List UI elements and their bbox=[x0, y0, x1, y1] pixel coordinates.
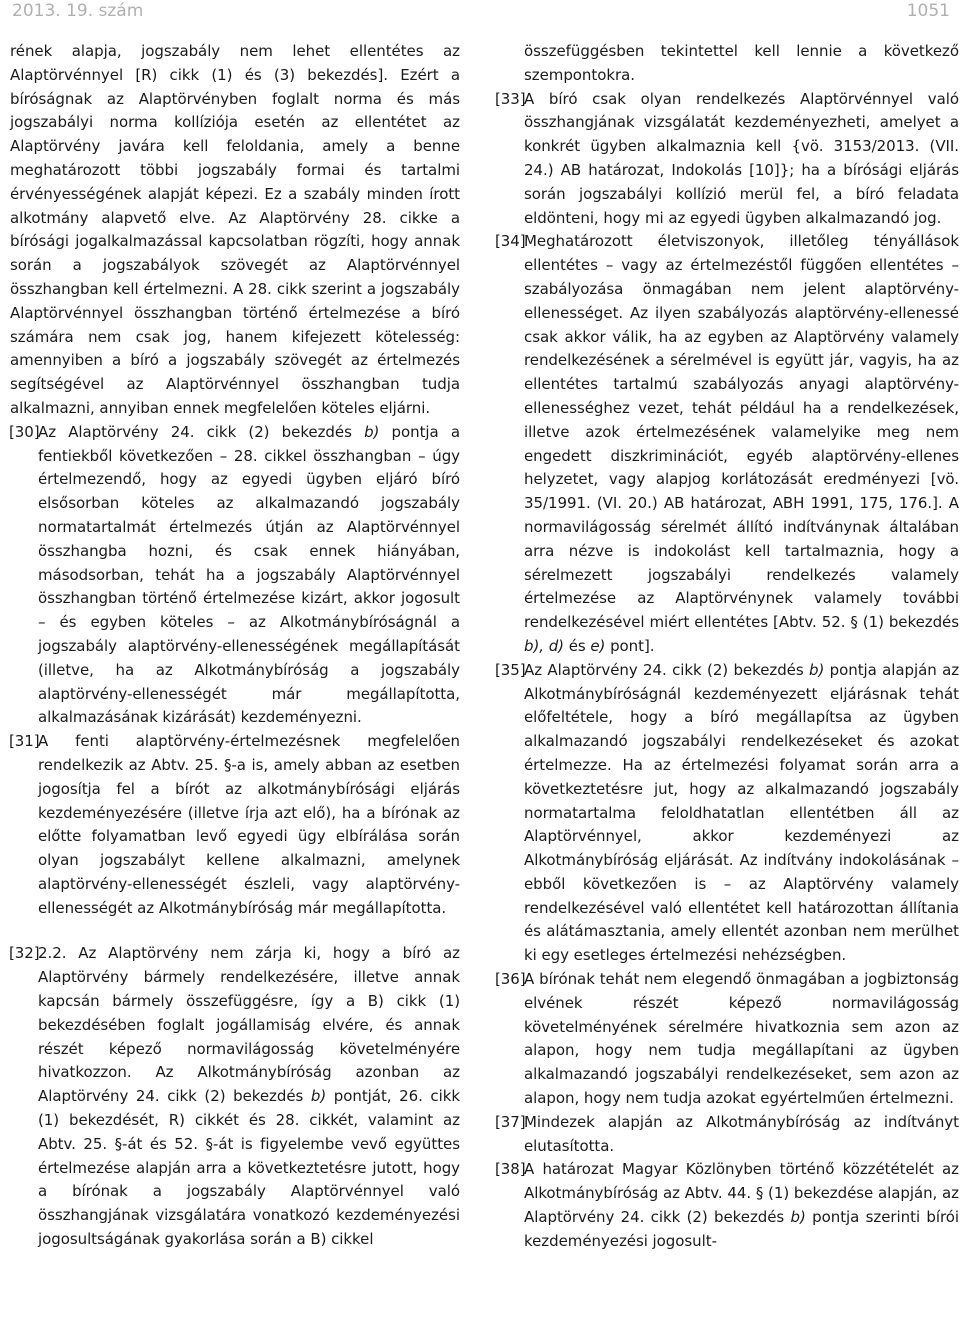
paragraph-text: pontja alapján az Alkotmánybíróságnál kezdeményezett eljárásnak tehát előfeltétele, hogy a bíró megállapítsa az ügyben alkalmazandó jogszabályi rendelkezéseket és azokat értelmezze. Ha az értelmezési folyamat során arra a következtetésre jut, hogy az alkalmazandó jogszabály normatartalma feloldhatatlan ellentétben áll az Alaptörvénnyel, akkor kezdeményezi az Alkotmánybíróság eljárását. Az indítvány indokolásának – ebből következően is – az Alaptörvény valamely rendelkezésével való ellentétet kell határozottan állítania és alátámasztania, amely ellentét azonban nem merülhet ki egy esetleges értelmezési nehézségben. bbox=[524, 660, 960, 965]
paragraph-italic: e) bbox=[590, 636, 606, 655]
page-number: 1051 bbox=[906, 1, 950, 21]
spacer bbox=[10, 920, 460, 942]
paragraph-text: A bíró csak olyan rendelkezés Alaptörvénnyel való összhangjának vizsgálatát kezdeményezheti, amelyet a konkrét ügyben alkalmaznia kell {vö. 3153/2013. (VII. 24.) AB határozat, Indokolás [10]}; ha a bírósági eljárás során jogszabályi kollízió merül fel, a bíró feladata eldönteni, hogy mi az egyedi ügyben alkalmazandó jog. bbox=[524, 89, 959, 227]
paragraph-32-continuation bbox=[496, 40, 959, 88]
paragraph-text: és bbox=[568, 636, 586, 655]
paragraph-31 bbox=[10, 730, 460, 920]
paragraph-italic: b), d) bbox=[524, 636, 564, 655]
paragraph-number: [31] bbox=[9, 732, 40, 751]
paragraph-35 bbox=[496, 659, 959, 968]
paragraph-34 bbox=[496, 230, 959, 658]
paragraph-text: 2.2. Az Alaptörvény nem zárja ki, hogy a bíró az Alaptörvény bármely rendelkezésére, illetve annak kapcsán bármely összefüggésre, így a B) cikk (1) bekezdésében foglalt jogállamiság elvére, és annak részét képező normavilágosság követelményére hivatkozzon. Az Alkotmánybíróság azonban az Alaptörvény 24. cikk (2) bekezdés bbox=[38, 944, 460, 1106]
paragraph-text: pontját, 26. cikk (1) bekezdését, R) cikkét és 28. cikkét, valamint az Abtv. 25. §-át és 52. §-át is figyelembe vevő együttes értelmezése alapján arra a következtetésre jutott, hogy a bírónak a jogszabály Alaptörvénnyel való összhangjának vizsgálatára vonatkozó kezdeményezési jogosultságának gyakorlása során a B) cikkel bbox=[38, 1087, 460, 1249]
paragraph-text: pontja szerinti bírói kezdeményezési jogosult- bbox=[524, 1208, 960, 1250]
left-column bbox=[10, 40, 460, 1252]
paragraph-29-continuation bbox=[10, 40, 460, 421]
paragraph-text: pontja a fentiekből következően – 28. cikkel összhangban – úgy értelmezendő, hogy az egyedi ügyben eljáró bíró elsősorban köteles az alkalmazandó jogszabály normatartalmát értelmezés útján az Alaptörvénnyel összhangba hozni, és csak ennek hiányában, másodsorban, tehát ha a jogszabály Alaptörvénnyel összhangban történő értelmezése kizárt, akkor jogosult – és egyben köteles – az Alkotmánybíróságnál a jogszabály alaptörvény-ellenességének megállapítását (illetve, ha az Alkotmánybíróság a jogszabály alaptörvény-ellenességét már megállapította, alkalmazásának kizárását) kezdeményezni. bbox=[38, 422, 461, 727]
paragraph-30 bbox=[10, 421, 460, 730]
paragraph-text: összefüggésben tekintettel kell lennie a következő szempontokra. bbox=[524, 42, 959, 84]
paragraph-32 bbox=[10, 942, 460, 1251]
paragraph-italic: b) bbox=[364, 422, 380, 441]
paragraph-number: [37] bbox=[495, 1112, 526, 1131]
issue-number: 2013. 19. szám bbox=[12, 1, 144, 21]
paragraph-text: pont]. bbox=[610, 636, 655, 655]
paragraph-number: [38] bbox=[495, 1160, 526, 1179]
paragraph-number: [35] bbox=[495, 660, 526, 679]
paragraph-text: Az Alaptörvény 24. cikk (2) bekezdés bbox=[524, 660, 804, 679]
paragraph-text: A fenti alaptörvény-értelmezésnek megfelelően rendelkezik az Abtv. 25. §-a is, amely abban az esetben jogosítja fel a bírót az alkotmánybírósági eljárás kezdeményezésére (illetve írja azt elő), ha a bírónak az előtte folyamatban levő egyedi ügy elbírálása során olyan jogszabályt kellene alkalmazni, amelynek alaptörvény-ellenességét észleli, vagy alaptörvény-ellenességét az Alkotmánybíróság már megállapította. bbox=[38, 732, 460, 917]
paragraph-text: A bírónak tehát nem elegendő önmagában a jogbiztonság elvének részét képező normavilágosság követelményének sérelmére hivatkoznia sem azon az alapon, hogy nem tudja megállapítani az ügyben alkalmazandó jogszabályi rendelkezéseket, sem azon az alapon, hogy nem tudja azokat egyértelműen értelmezni. bbox=[524, 970, 959, 1108]
paragraph-number: [30] bbox=[9, 422, 40, 441]
paragraph-text: A határozat Magyar Közlönyben történő közzétételét az Alkotmánybíróság az Abtv. 44. § (1) bekezdése alapján, az Alaptörvény 24. cikk (2) bekezdés bbox=[524, 1160, 959, 1227]
paragraph-text: Meghatározott életviszonyok, illetőleg tényállások ellentétes – vagy az értelmezéstől függően ellentétes – szabályozása önmagában nem jelent alaptörvény-ellenességet. Az ilyen szabályozás alaptörvény-ellenessé csak akkor válik, ha az egyben az Alaptörvény valamely rendelkezésének a sérelmével is együtt jár, vagyis, ha az ellentétes tartalmú szabályozás anyagi alaptörvény-ellenességhez vezet, tehát például ha a rendelkezések, illetve azok értelmezésének valamelyike meg nem engedett diszkriminációt, egyéb alaptörvény-ellenes helyzetet, vagy alapjog korlátozását eredményezi [vö. 35/1991. (VI. 20.) AB határozat, ABH 1991, 175, 176.]. A normavilágosság sérelmét állító indítványnak általában arra nézve is indokolást kell tartalmaznia, hogy a sérelmezett jogszabályi rendelkezés valamely értelmezése az Alaptörvénynek valamely további rendelkezésével miért ellentétes [Abtv. 52. § (1) bekezdés bbox=[524, 232, 959, 632]
page-header bbox=[0, 0, 960, 24]
paragraph-36 bbox=[496, 968, 959, 1111]
paragraph-number: [33] bbox=[495, 89, 526, 108]
paragraph-text: rének alapja, jogszabály nem lehet ellentétes az Alaptörvénnyel [R) cikk (1) és (3) bekezdés]. Ezért a bíróságnak az Alaptörvényben foglalt norma és más jogszabályi norma kollíziója esetén az ellentétet az Alaptörvény javára kell feloldania, amely a benne meghatározott többi jogszabály formai és tartalmi érvényességének alapját képezi. Ez a szabály minden írott alkotmány alapvető elve. Az Alaptörvény 28. cikke a bírósági jogalkalmazással kapcsolatban rögzíti, hogy annak során a jogszabályok szövegét az Alaptörvénnyel összhangban kell értelmezni. A 28. cikk szerint a jogszabály Alaptörvénnyel összhangban történő értelmezése a bíró számára nem csak jog, hanem kifejezett kötelesség: amennyiben a bíró a jogszabály szövegét az értelmezés segítségével az Alaptörvénnyel összhangban tudja alkalmazni, annyiban ennek megfelelően köteles eljárni. bbox=[10, 42, 460, 417]
paragraph-italic: b) bbox=[790, 1208, 806, 1227]
paragraph-text: Mindezek alapján az Alkotmánybíróság az indítványt elutasította. bbox=[524, 1112, 959, 1155]
paragraph-italic: b) bbox=[310, 1087, 327, 1106]
paragraph-number: [36] bbox=[495, 970, 526, 989]
paragraph-number: [34] bbox=[495, 232, 526, 251]
paragraph-38 bbox=[496, 1158, 959, 1253]
paragraph-33 bbox=[496, 88, 959, 231]
paragraph-number: [32] bbox=[9, 944, 40, 963]
right-column bbox=[496, 40, 959, 1254]
paragraph-text: Az Alaptörvény 24. cikk (2) bekezdés bbox=[38, 422, 352, 441]
paragraph-italic: b) bbox=[809, 660, 825, 679]
paragraph-37 bbox=[496, 1111, 959, 1159]
